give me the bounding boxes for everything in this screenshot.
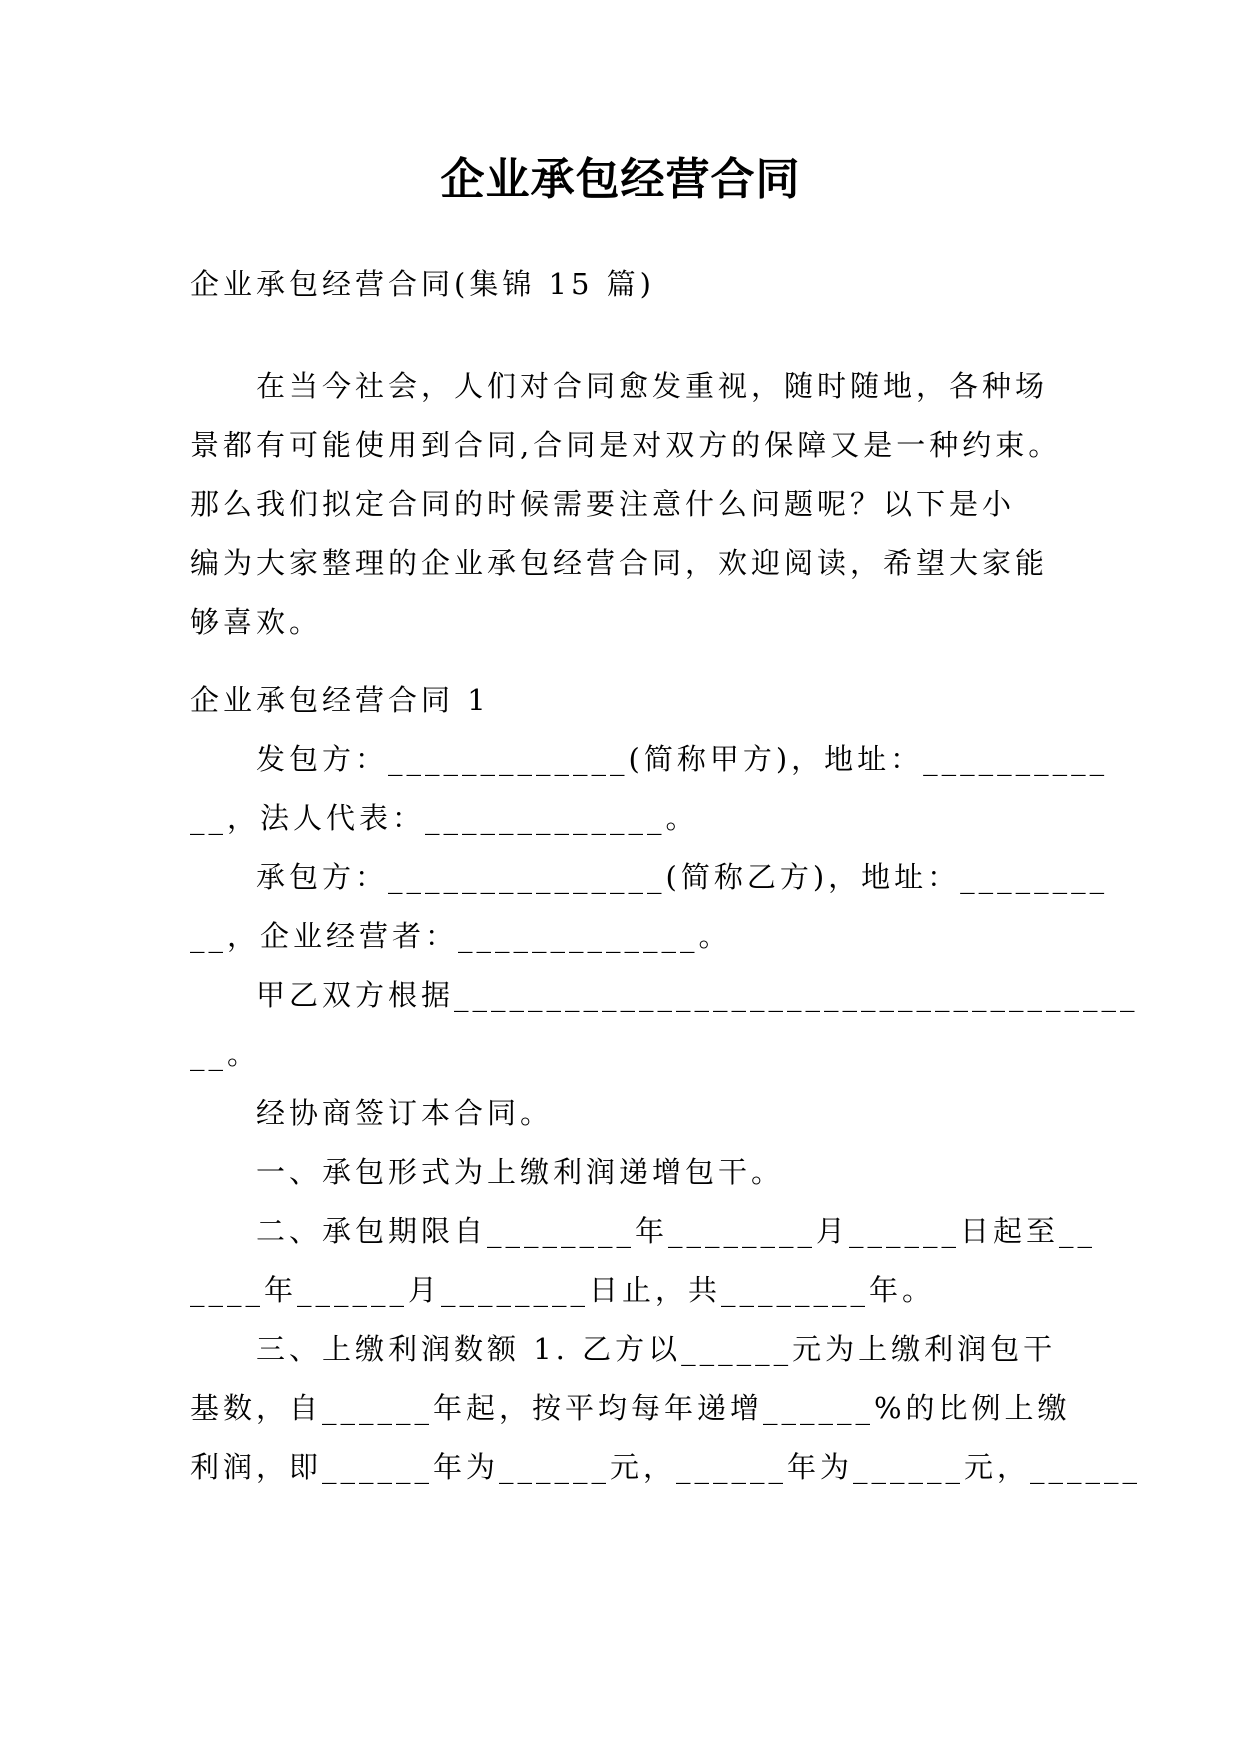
contract-line: 三、上缴利润数额 1. 乙方以______元为上缴利润包干 bbox=[256, 1332, 1057, 1366]
subtitle-line: 企业承包经营合同(集锦 15 篇) bbox=[190, 267, 655, 301]
intro-paragraph bbox=[190, 357, 1062, 652]
intro-line: 编为大家整理的企业承包经营合同，欢迎阅读，希望大家能 bbox=[190, 546, 1049, 580]
contract-line: 发包方：_____________(简称甲方)，地址：__________ bbox=[256, 742, 1109, 776]
document-subtitle bbox=[190, 255, 1052, 314]
contract-line: 经协商签订本合同。 bbox=[256, 1096, 554, 1130]
contract-line: 二、承包期限自________年________月______日起至__ bbox=[256, 1214, 1097, 1248]
contract-section bbox=[190, 671, 1142, 1497]
intro-line: 景都有可能使用到合同,合同是对双方的保障又是一种约束。 bbox=[190, 428, 1062, 462]
contract-line: __。 bbox=[190, 1037, 261, 1071]
intro-line: 够喜欢。 bbox=[190, 605, 323, 639]
contract-line: 利润，即______年为______元，______年为______元，______ bbox=[190, 1450, 1142, 1484]
contract-line: __，企业经营者：_____________。 bbox=[190, 919, 732, 953]
contract-line: ____年______月________日止，共________年。 bbox=[190, 1273, 936, 1307]
contract-line: 承包方：_______________(简称乙方)，地址：________ bbox=[256, 860, 1109, 894]
contract-line: 基数，自______年起，按平均每年递增______%的比例上缴 bbox=[190, 1391, 1071, 1425]
section-heading: 企业承包经营合同 1 bbox=[190, 683, 490, 717]
contract-line: 甲乙双方根据_____________________________________ bbox=[256, 978, 1139, 1012]
document-title: 企业承包经营合同 bbox=[440, 154, 801, 205]
contract-line: __，法人代表：_____________。 bbox=[190, 801, 699, 835]
contract-line: 一、承包形式为上缴利润递增包干。 bbox=[256, 1155, 785, 1189]
intro-line: 在当今社会，人们对合同愈发重视，随时随地，各种场 bbox=[256, 369, 1049, 403]
intro-line: 那么我们拟定合同的时候需要注意什么问题呢？以下是小 bbox=[190, 487, 1016, 521]
